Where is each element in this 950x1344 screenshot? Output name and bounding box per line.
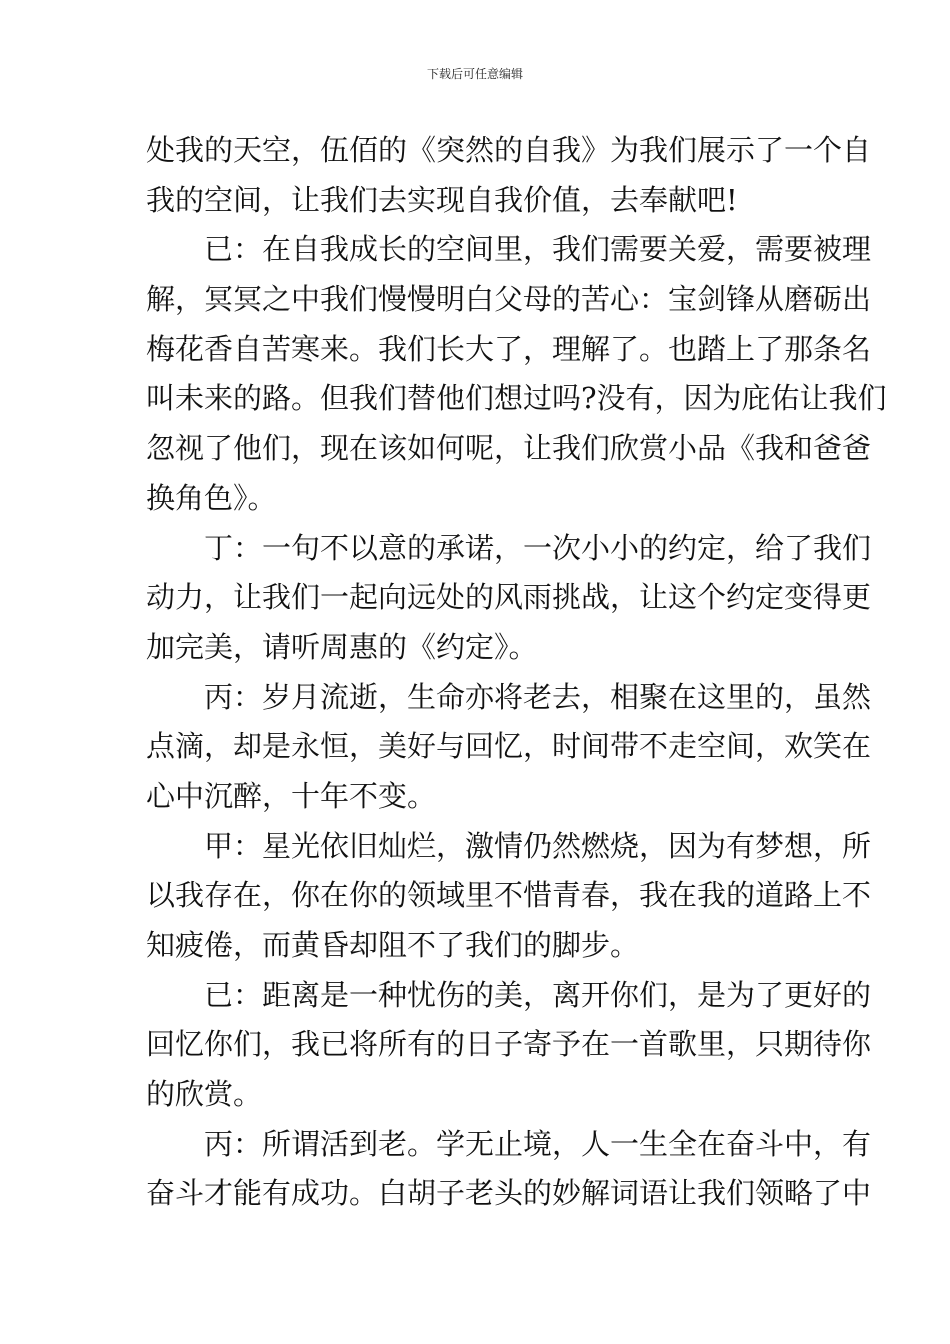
- text-line: 已：距离是一种忧伤的美，离开你们，是为了更好的: [204, 977, 872, 1012]
- text-line: 以我存在，你在你的领域里不惜青春，我在我的道路上不: [146, 878, 872, 913]
- page-header: 下载后可任意编辑: [426, 67, 523, 81]
- text-line: 丁：一句不以意的承诺，一次小小的约定，给了我们: [204, 530, 872, 565]
- text-line: 甲：星光依旧灿烂，激情仍然燃烧，因为有梦想，所: [204, 828, 872, 863]
- text-line: 解，冥冥之中我们慢慢明白父母的苦心：宝剑锋从磨砺出: [146, 282, 872, 317]
- text-line: 的欣赏。: [146, 1077, 263, 1112]
- text-line: 知疲倦，而黄昏却阻不了我们的脚步。: [146, 928, 640, 962]
- text-line: 丙：岁月流逝，生命亦将老去，相聚在这里的，虽然: [204, 679, 872, 714]
- text-line: 奋斗才能有成功。白胡子老头的妙解词语让我们领略了中: [146, 1176, 872, 1211]
- text-line: 换角色》。: [146, 480, 277, 515]
- text-line: 忽视了他们，现在该如何呢，让我们欣赏小品《我和爸爸: [146, 431, 872, 466]
- text-line: 叫未来的路。但我们替他们想过吗?没有，因为庇佑让我们: [146, 381, 887, 416]
- text-line: 动力，让我们一起向远处的风雨挑战，让这个约定变得更: [146, 580, 872, 615]
- text-line: 加完美，请听周惠的《约定》。: [146, 629, 538, 664]
- text-line: 我的空间，让我们去实现自我价值，去奉献吧!: [146, 182, 738, 217]
- text-line: 处我的天空，伍佰的《突然的自我》为我们展示了一个自: [146, 133, 872, 167]
- text-line: 点滴，却是永恒，美好与回忆，时间带不走空间，欢笑在: [146, 729, 872, 764]
- text-line: 丙：所谓活到老。学无止境，人一生全在奋斗中，有: [204, 1126, 872, 1161]
- text-line: 回忆你们，我已将所有的日子寄予在一首歌里，只期待你: [146, 1027, 872, 1062]
- text-line: 心中沉醉，十年不变。: [146, 778, 437, 813]
- body-text: [146, 126, 887, 1219]
- text-line: 梅花香自苦寒来。我们长大了，理解了。也踏上了那条名: [146, 331, 872, 366]
- text-line: 已：在自我成长的空间里，我们需要关爱，需要被理: [204, 232, 872, 267]
